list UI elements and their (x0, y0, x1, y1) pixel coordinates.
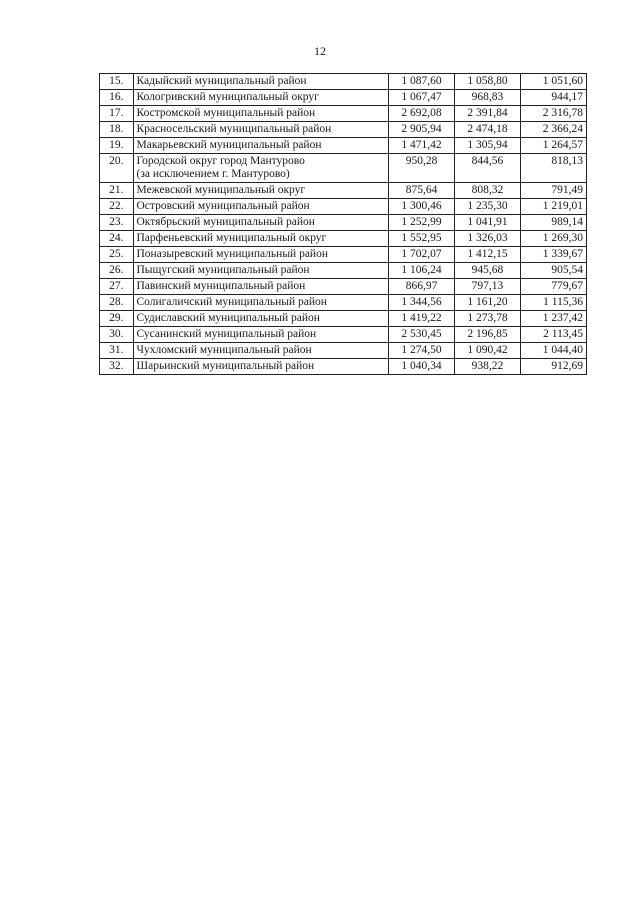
row-number: 21. (100, 183, 134, 199)
value-cell-3: 989,14 (520, 215, 586, 231)
value-cell-3: 818,13 (520, 154, 586, 183)
value-cell-1: 2 692,08 (389, 106, 455, 122)
value-cell-3: 905,54 (520, 263, 586, 279)
row-number: 22. (100, 199, 134, 215)
table-body (100, 74, 587, 375)
row-number: 16. (100, 90, 134, 106)
municipality-name-line: Кадыйский муниципальный район (136, 75, 307, 87)
value-cell-2: 1 041,91 (455, 215, 521, 231)
municipality-name (133, 215, 389, 231)
municipality-name-line: Шарьинский муниципальный район (136, 360, 315, 372)
municipality-name-line: Красносельский муниципальный район (136, 123, 332, 135)
municipality-name-line: Чухломский муниципальный район (136, 344, 312, 356)
municipality-name (133, 199, 389, 215)
value-cell-1: 866,97 (389, 279, 455, 295)
table-row (100, 247, 587, 263)
table-row (100, 327, 587, 343)
municipality-name (133, 359, 389, 375)
value-cell-3: 2 366,24 (520, 122, 586, 138)
value-cell-2: 1 058,80 (455, 74, 521, 90)
value-cell-2: 1 235,30 (455, 199, 521, 215)
value-cell-2: 938,22 (455, 359, 521, 375)
value-cell-1: 2 530,45 (389, 327, 455, 343)
value-cell-2: 1 161,20 (455, 295, 521, 311)
municipality-name (133, 183, 389, 199)
value-cell-1: 1 419,22 (389, 311, 455, 327)
value-cell-3: 1 339,67 (520, 247, 586, 263)
municipality-name-line: Судиславский муниципальный район (136, 312, 320, 324)
value-cell-1: 1 252,99 (389, 215, 455, 231)
municipality-name-line: Парфеньевский муниципальный округ (136, 232, 327, 244)
municipality-name-note: (за исключением г. Мантурово) (136, 168, 290, 180)
row-number: 29. (100, 311, 134, 327)
table-row (100, 74, 587, 90)
row-number: 28. (100, 295, 134, 311)
row-number: 23. (100, 215, 134, 231)
table-row (100, 90, 587, 106)
value-cell-3: 1 237,42 (520, 311, 586, 327)
table-row (100, 183, 587, 199)
value-cell-2: 1 305,94 (455, 138, 521, 154)
table-row (100, 122, 587, 138)
value-cell-1: 1 344,56 (389, 295, 455, 311)
municipality-name (133, 263, 389, 279)
page-number: 12 (314, 44, 326, 58)
municipality-name-line: Островский муниципальный район (136, 200, 310, 212)
row-number: 27. (100, 279, 134, 295)
row-number: 17. (100, 106, 134, 122)
value-cell-3: 944,17 (520, 90, 586, 106)
municipality-name-line: Макарьевский муниципальный район (136, 139, 322, 151)
value-cell-2: 2 196,85 (455, 327, 521, 343)
table-row (100, 154, 587, 183)
table-row (100, 311, 587, 327)
value-cell-2: 945,68 (455, 263, 521, 279)
value-cell-3: 779,67 (520, 279, 586, 295)
municipality-name (133, 279, 389, 295)
municipality-name (133, 231, 389, 247)
row-number: 26. (100, 263, 134, 279)
table-row (100, 359, 587, 375)
value-cell-1: 950,28 (389, 154, 455, 183)
row-number: 25. (100, 247, 134, 263)
municipality-name (133, 122, 389, 138)
municipality-name-line: Костромской муниципальный район (136, 107, 316, 119)
municipality-name (133, 343, 389, 359)
row-number: 18. (100, 122, 134, 138)
table-row (100, 295, 587, 311)
value-cell-3: 1 044,40 (520, 343, 586, 359)
value-cell-2: 1 273,78 (455, 311, 521, 327)
municipality-name (133, 327, 389, 343)
table-row (100, 106, 587, 122)
row-number: 31. (100, 343, 134, 359)
value-cell-1: 1 300,46 (389, 199, 455, 215)
municipality-name-line: Солигаличский муниципальный район (136, 296, 327, 308)
table-row (100, 231, 587, 247)
value-cell-1: 1 067,47 (389, 90, 455, 106)
row-number: 15. (100, 74, 134, 90)
value-cell-2: 797,13 (455, 279, 521, 295)
table-row (100, 343, 587, 359)
municipal-data-table (99, 73, 587, 375)
value-cell-2: 2 391,84 (455, 106, 521, 122)
value-cell-2: 1 412,15 (455, 247, 521, 263)
municipality-name-line: Городской округ город Мантурово (136, 155, 305, 167)
value-cell-1: 1 552,95 (389, 231, 455, 247)
value-cell-3: 1 219,01 (520, 199, 586, 215)
value-cell-1: 1 702,07 (389, 247, 455, 263)
table-row (100, 215, 587, 231)
value-cell-3: 1 264,57 (520, 138, 586, 154)
municipality-name-line: Павинский муниципальный район (136, 280, 306, 292)
row-number: 30. (100, 327, 134, 343)
value-cell-1: 1 106,24 (389, 263, 455, 279)
value-cell-2: 1 090,42 (455, 343, 521, 359)
municipality-name (133, 154, 389, 183)
municipality-name-line: Сусанинский муниципальный район (136, 328, 317, 340)
municipality-name (133, 74, 389, 90)
value-cell-2: 844,56 (455, 154, 521, 183)
value-cell-3: 1 115,36 (520, 295, 586, 311)
municipality-name (133, 138, 389, 154)
value-cell-1: 2 905,94 (389, 122, 455, 138)
municipality-name-line: Межевской муниципальный округ (136, 184, 306, 196)
municipality-name-line: Пыщугский муниципальный район (136, 264, 310, 276)
value-cell-1: 1 274,50 (389, 343, 455, 359)
municipality-name (133, 295, 389, 311)
value-cell-3: 1 269,30 (520, 231, 586, 247)
municipality-name (133, 106, 389, 122)
row-number: 24. (100, 231, 134, 247)
value-cell-3: 1 051,60 (520, 74, 586, 90)
municipality-name (133, 90, 389, 106)
value-cell-3: 791,49 (520, 183, 586, 199)
table-row (100, 279, 587, 295)
value-cell-1: 1 040,34 (389, 359, 455, 375)
municipality-name-line: Кологривский муниципальный округ (136, 91, 319, 103)
value-cell-2: 808,32 (455, 183, 521, 199)
table-row (100, 263, 587, 279)
value-cell-2: 968,83 (455, 90, 521, 106)
row-number: 19. (100, 138, 134, 154)
row-number: 32. (100, 359, 134, 375)
value-cell-3: 912,69 (520, 359, 586, 375)
value-cell-2: 1 326,03 (455, 231, 521, 247)
value-cell-1: 1 087,60 (389, 74, 455, 90)
municipality-name-line: Октябрьский муниципальный район (136, 216, 315, 228)
row-number: 20. (100, 154, 134, 183)
value-cell-2: 2 474,18 (455, 122, 521, 138)
value-cell-3: 2 113,45 (520, 327, 586, 343)
table-row (100, 138, 587, 154)
municipality-name (133, 247, 389, 263)
table-row (100, 199, 587, 215)
value-cell-3: 2 316,78 (520, 106, 586, 122)
municipality-name-line: Поназыревский муниципальный район (136, 248, 328, 260)
value-cell-1: 875,64 (389, 183, 455, 199)
municipality-name (133, 311, 389, 327)
value-cell-1: 1 471,42 (389, 138, 455, 154)
